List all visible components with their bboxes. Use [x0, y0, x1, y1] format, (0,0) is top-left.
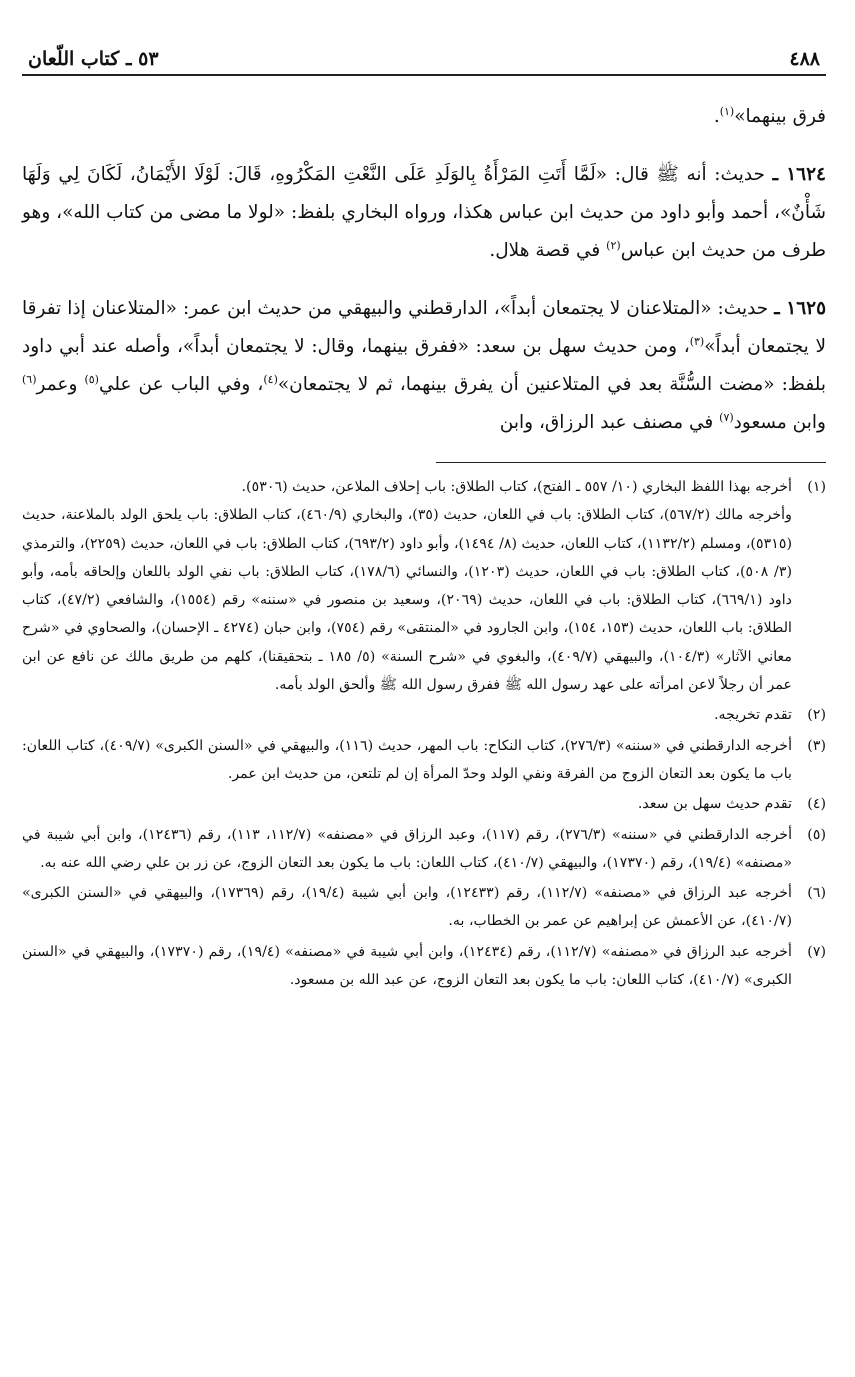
footnote-5: [22, 821, 826, 878]
footnote-7: [22, 938, 826, 995]
intro-paragraph: فرق بينهما»$^{(١)}$.: [713, 104, 826, 127]
footnote-mark: (١): [807, 479, 826, 495]
footnote-ref[interactable]: (٥): [84, 372, 99, 386]
footnotes: [22, 473, 826, 994]
footnote-2: [22, 701, 826, 729]
footnote-ref[interactable]: (٦): [22, 372, 37, 386]
running-title: ٥٣ ـ كتاب اللّعان: [28, 48, 159, 70]
footnote-mark: (٣): [807, 737, 826, 754]
hadith-1624: ١٦٢٤ ـ حديث: أنه ﷺ قال: «لَمَّا أَتَتِ المَرْأَةُ بِالوَلَدِ عَلَى النَّعْتِ المَكْرُوهِ، قَالَ: لَوْلَا الأَيْمَانُ، لَكَانَ لِي وَلَهَا شَأْنٌ»، أحمد وأبو داود من حديث ابن عباس هكذا، ورواه البخاري بلفظ: «لولا ما مضى من كتاب الله»، وهو طرف من حديث ابن عباس$^{(٢)}$ في قصة هلال.: [22, 164, 826, 261]
footnote-ref[interactable]: (٣): [689, 334, 705, 348]
main-text: [22, 98, 826, 442]
footnote-3: [22, 732, 826, 789]
footnote-mark: (٥): [807, 826, 826, 843]
footnote-ref[interactable]: (٢): [606, 238, 621, 252]
footnote-ref[interactable]: (١): [719, 104, 735, 118]
footnote-mark: (٤): [807, 796, 826, 813]
page-number: ٤٨٨: [789, 48, 820, 70]
footnote-text: أخرجه بهذا اللفظ البخاري (١٠/ ٥٥٧ ـ الفتح)، كتاب الطلاق: باب إحلاف الملاعن، حديث (٥٣٠٦).: [241, 479, 792, 495]
footnote-divider: [436, 462, 826, 463]
footnote-text: تقدم حديث سهل بن سعد.: [637, 796, 792, 813]
footnote-4: [22, 790, 826, 818]
page-header: [22, 30, 826, 76]
footnote-1: [22, 473, 826, 699]
hadith-number: ١٦٢٥ ـ: [774, 298, 827, 319]
footnote-text: أخرجه الدارقطني في «سننه» (٢٧٦/٣)، كتاب النكاح: باب المهر، حديث (١١٦)، والبيهقي في «السنن الكبرى» (٤٠٩/٧)، كتاب اللعان: باب ما يكون بعد التعان الزوج من الفرقة ونفي الولد وحدّ المرأة إن لم تلتعن، من حديث ابن عمر.: [22, 737, 793, 782]
footnote-text: أخرجه عبد الرزاق في «مصنفه» (١١٢/٧)، رقم (١٢٤٣٤)، وابن أبي شيبة في «مصنفه» (١٩/٤)، رقم (١٧٣٧٠)، والبيهقي في «السنن الكبرى» (٤١٠/٧)، كتاب اللعان: باب ما يكون بعد التعان الزوج، عن عبد الله بن مسعود.: [22, 943, 792, 989]
book-page: [22, 30, 826, 996]
hadith-number: ١٦٢٤ ـ: [772, 164, 826, 185]
footnote-ref[interactable]: (٧): [719, 410, 734, 424]
footnote-6: [22, 879, 826, 936]
footnote-ref[interactable]: (٤): [263, 372, 278, 386]
footnote-mark: (٢): [807, 707, 826, 724]
footnote-text: تقدم تخريجه.: [713, 707, 792, 724]
footnote-text: أخرجه الدارقطني في «سننه» (٢٧٦/٣)، رقم (١١٧)، وعبد الرزاق في «مصنفه» (١١٢/٧، ١١٣)، رقم (١٢٤٣٦)، وابن أبي شيبة في «مصنفه» (١٩/٤)، رقم (١٧٣٧٠)، والبيهقي (٤١٠/٧)، كتاب اللعان: باب ما يكون بعد التعان الزوج، عن زر بن علي رضي الله عنه به.: [22, 826, 793, 871]
hadith-1625: ١٦٢٥ ـ حديث: «المتلاعنان لا يجتمعان أبداً»، الدارقطني والبيهقي من حديث ابن عمر: «المتلاعنان إذا تفرقا لا يجتمعان أبداً»$^{(٣)}$، ومن حديث سهل بن سعد: «ففرق بينهما، وقال: لا يجتمعان أبداً»، وأصله عند أبي داود بلفظ: «مضت السُّنَّة بعد في المتلاعنين أن يفرق بينهما، ثم لا يجتمعان»$^{(٤)}$، وفي الباب عن علي$^{(٥)}$ وعمر$^{(٦)}$ وابن مسعود$^{(٧)}$ في مصنف عبد الرزاق، وابن: [22, 298, 827, 433]
footnote-text: وأخرجه مالك (٥٦٧/٢)، كتاب الطلاق: باب في اللعان، حديث (٣٥)، والبخاري (٤٦٠/٩)، كتاب الطلاق: باب يلحق الولد بالملاعنة، حديث (٥٣١٥)، ومسلم (١١٣٢/٢)، كتاب اللعان، حديث (٨/ ١٤٩٤)، وأبو داود (٦٩٣/٢)، كتاب الطلاق: باب في اللعان، حديث (٢٢٥٩)، والترمذي (٣/ ٥٠٨)، كتاب الطلاق: باب في اللعان، حديث (١٢٠٣)، والنسائي (١٧٨/٦)، كتاب الطلاق: باب نفي الولد باللعان وإلحاقه بأمه، وأبو داود (٦٦٩/١)، كتاب الطلاق: باب في اللعان، حديث (٢٠٦٩)، وسعيد بن منصور في «سننه» رقم (١٥٥٤)، والشافعي (٤٧/٢)، كتاب الطلاق: باب اللعان، حديث (١٥٣، ١٥٤)، وابن الجارود في «المنتقى» رقم (٧٥٤)، وابن حبان (٤٢٧٤ ـ الإحسان)، والصحاوي في «شرح معاني الآثار» (١٠٤/٣)، والبيهقي (٤٠٩/٧)، والبغوي في «شرح السنة» (٥/ ١٨٥ ـ بتحقيقنا)، كلهم من طريق مالك عن نافع عن ابن عمر أن رجلاً لاعن امرأته على عهد رسول الله ﷺ ففرق رسول الله ﷺ وألحق الولد بأمه.: [22, 507, 792, 694]
footnote-text: أخرجه عبد الرزاق في «مصنفه» (١١٢/٧)، رقم (١٢٤٣٣)، وابن أبي شيبة (١٩/٤)، رقم (١٧٣٦٩)، والبيهقي في «السنن الكبرى» (٤١٠/٧)، عن الأعمش عن إبراهيم عن عمر بن الخطاب، به.: [22, 885, 793, 930]
footnote-mark: (٧): [807, 943, 826, 960]
footnote-mark: (٦): [807, 885, 826, 902]
